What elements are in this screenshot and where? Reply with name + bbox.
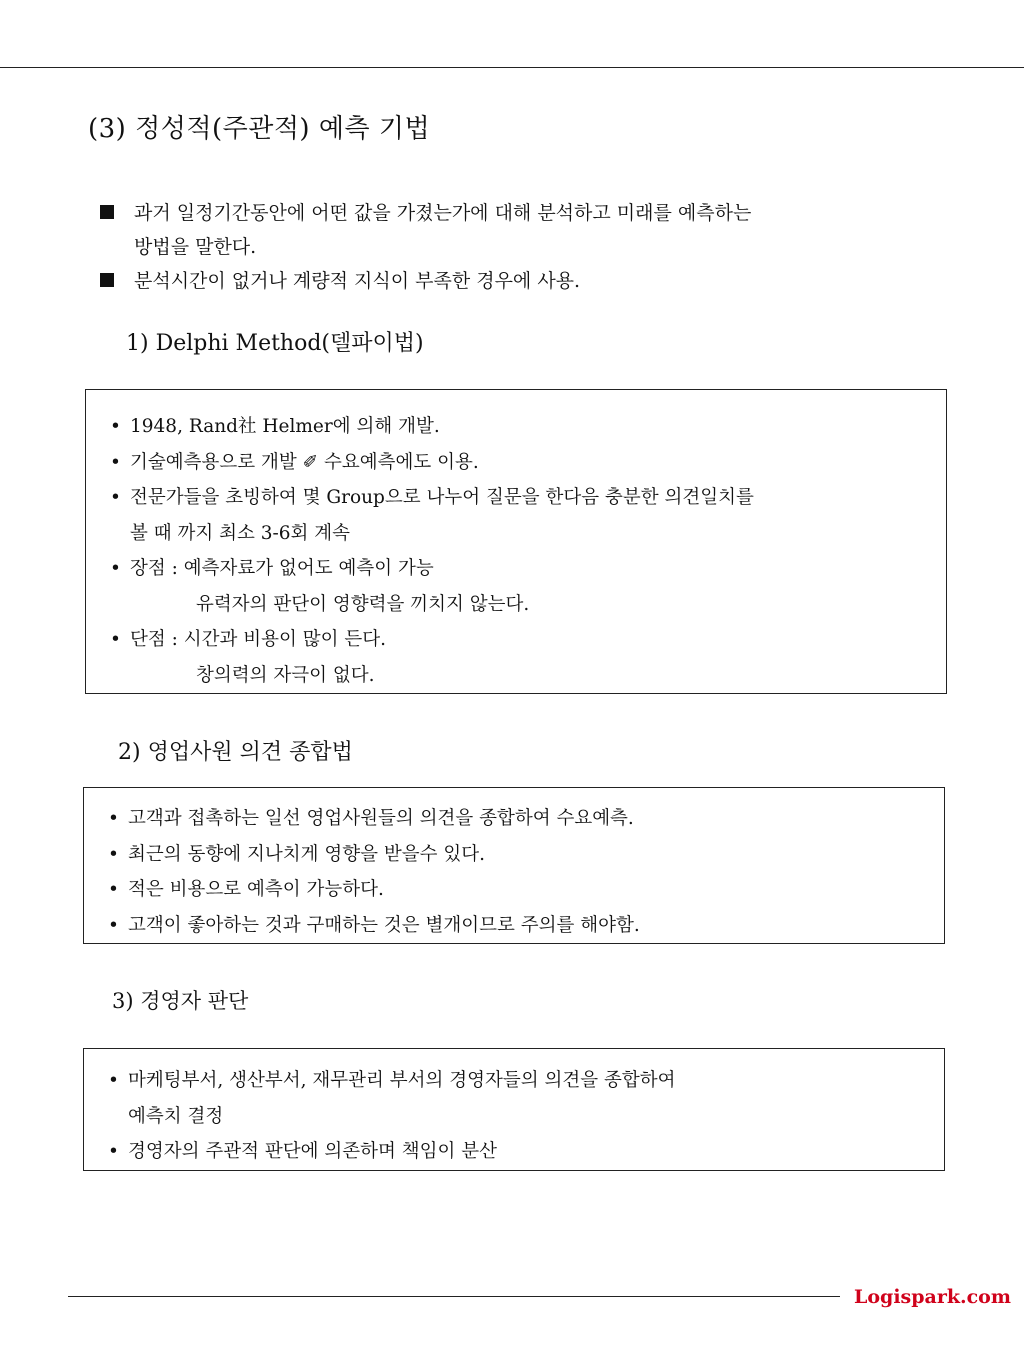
intro-text: 분석시간이 없거나 계량적 지식이 부족한 경우에 사용. bbox=[134, 270, 581, 292]
list-item: • 장점 : 예측자료가 없어도 예측이 가능 bbox=[130, 551, 926, 587]
delphi-box bbox=[85, 389, 947, 694]
page-title: (3) 정성적(주관적) 예측 기법 bbox=[88, 114, 431, 144]
list-item: • 전문가들을 초빙하여 몇 Group으로 나누어 질문을 한다음 충분한 의견일치를 bbox=[130, 480, 926, 516]
list-item: • 고객이 좋아하는 것과 구매하는 것은 별개이므로 주의를 해야함. bbox=[128, 908, 924, 944]
bullet-icon: • bbox=[108, 879, 119, 900]
sales-box bbox=[83, 787, 945, 944]
bullet-icon: • bbox=[108, 1070, 119, 1091]
square-bullet-icon bbox=[100, 205, 114, 219]
section-heading-executive: 3) 경영자 판단 bbox=[112, 989, 249, 1013]
brand-link[interactable]: Logispark.com bbox=[854, 1286, 1011, 1308]
section-heading-delphi: 1) Delphi Method(델파이법) bbox=[126, 331, 424, 356]
list-item-continuation: 볼 때 까지 최소 3-6회 계속 bbox=[130, 522, 351, 544]
list-item-continuation: 예측치 결정 bbox=[128, 1105, 224, 1127]
list-item: • 고객과 접촉하는 일선 영업사원들의 의견을 종합하여 수요예측. bbox=[128, 801, 924, 837]
list-item: • 1948, Rand社 Helmer에 의해 개발. bbox=[130, 409, 926, 445]
intro-item bbox=[100, 264, 900, 298]
list-item: • 적은 비용으로 예측이 가능하다. bbox=[128, 872, 924, 908]
bullet-icon: • bbox=[108, 843, 119, 865]
intro-item bbox=[100, 196, 900, 264]
bullet-icon: • bbox=[108, 808, 119, 829]
list-item: • 마케팅부서, 생산부서, 재무관리 부서의 경영자들의 의견을 종합하여 bbox=[128, 1063, 924, 1099]
intro-list bbox=[100, 196, 900, 298]
bullet-icon: • bbox=[108, 1141, 119, 1162]
section-heading-sales: 2) 영업사원 의견 종합법 bbox=[118, 740, 353, 765]
bullet-icon: • bbox=[110, 451, 121, 473]
list-item-continuation: 창의력의 자극이 없다. bbox=[196, 664, 375, 686]
bullet-icon: • bbox=[108, 914, 119, 936]
top-divider bbox=[0, 67, 1024, 68]
square-bullet-icon bbox=[100, 273, 114, 287]
list-item: • 경영자의 주관적 판단에 의존하며 책임이 분산 bbox=[128, 1134, 924, 1170]
list-item: • 기술예측용으로 개발 ✐ 수요예측에도 이용. bbox=[130, 445, 926, 481]
bullet-icon: • bbox=[110, 487, 121, 508]
bullet-icon: • bbox=[110, 558, 121, 579]
intro-text: 방법을 말한다. bbox=[134, 236, 257, 258]
bullet-icon: • bbox=[110, 629, 121, 650]
intro-text: 과거 일정기간동안에 어떤 값을 가졌는가에 대해 분석하고 미래를 예측하는 bbox=[134, 202, 752, 224]
list-item-continuation: 유력자의 판단이 영향력을 끼치지 않는다. bbox=[196, 593, 530, 615]
list-item: • 최근의 동향에 지나치게 영향을 받을수 있다. bbox=[128, 837, 924, 873]
bottom-divider bbox=[68, 1296, 840, 1297]
executive-box bbox=[83, 1048, 945, 1171]
bullet-icon: • bbox=[110, 416, 121, 437]
list-item: • 단점 : 시간과 비용이 많이 든다. bbox=[130, 622, 926, 658]
